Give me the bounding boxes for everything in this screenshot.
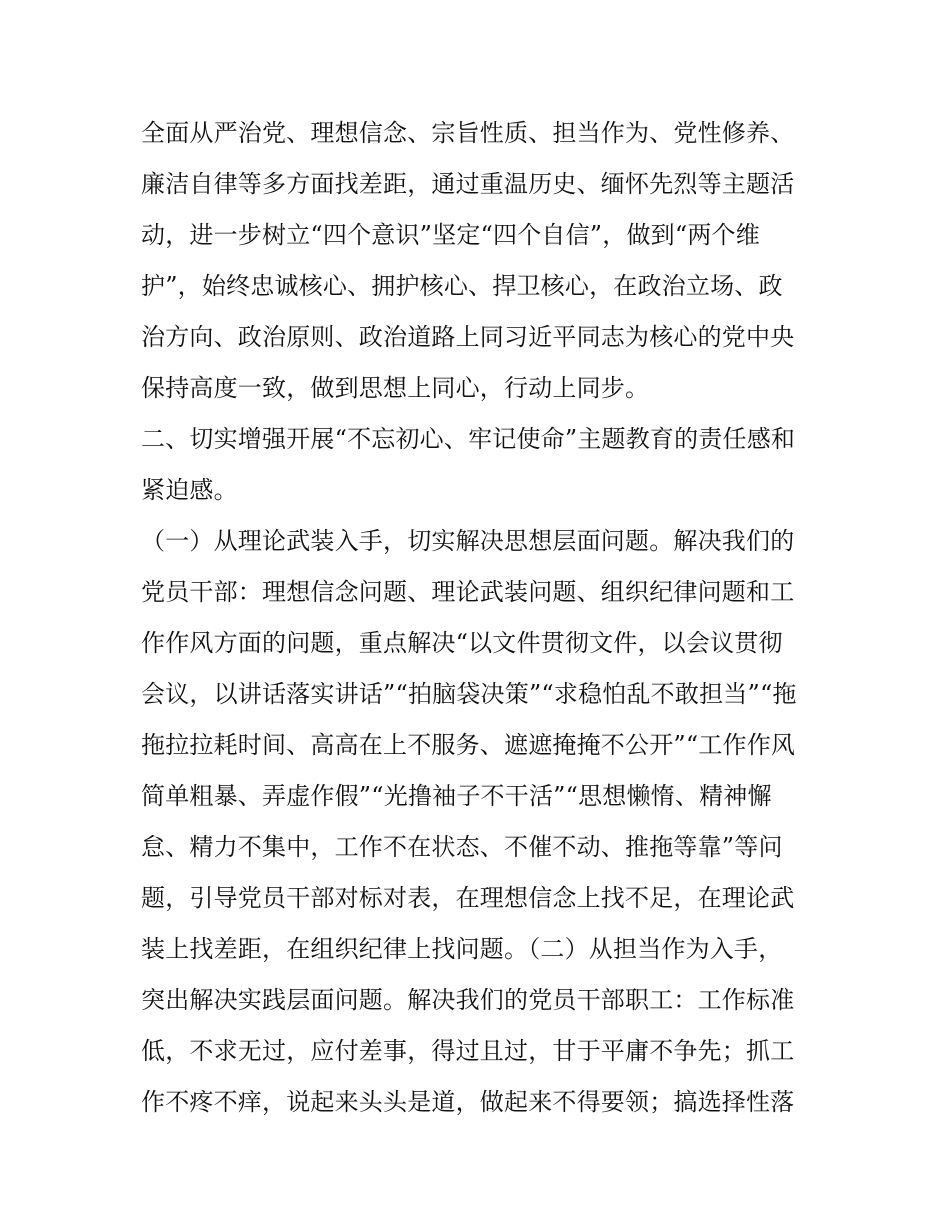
body-text	[141, 108, 821, 1128]
text-line: 拖拉拉耗时间、高高在上不服务、遮遮掩掩不公开”“工作作风	[141, 731, 796, 759]
text-line: 低，不求无过，应付差事，得过且过，甘于平庸不争先；抓工	[141, 1037, 795, 1065]
text-line: 突出解决实践层面问题。解决我们的党员干部职工：工作标准	[141, 986, 795, 1014]
text-line: 装上找差距，在组织纪律上找问题。（二）从担当作为入手，	[141, 935, 783, 963]
text-line: 怠、精力不集中，工作不在状态、不催不动、推拖等靠”等问	[141, 833, 783, 861]
text-line: 会议，以讲话落实讲话”“拍脑袋决策”“求稳怕乱不敢担当”“拖	[141, 680, 797, 708]
text-line: 动，进一步树立“四个意识”坚定“四个自信”，做到“两个维	[141, 221, 760, 249]
section-heading-line: 二、切实增强开展“不忘初心、牢记使命”主题教育的责任感和	[141, 425, 796, 453]
text-line: 治方向、政治原则、政治道路上同习近平同志为核心的党中央	[141, 323, 795, 351]
text-line: 题，引导党员干部对标对表，在理想信念上找不足，在理论武	[141, 884, 795, 912]
text-line: 保持高度一致，做到思想上同心，行动上同步。	[141, 374, 650, 402]
text-line: 简单粗暴、弄虚作假”“光撸袖子不干活”“思想懒惰、精神懈	[141, 782, 772, 810]
text-line: 作不疼不痒，说起来头头是道，做起来不得要领；搞选择性落	[141, 1088, 795, 1116]
text-line: 全面从严治党、理想信念、宗旨性质、担当作为、党性修养、	[141, 119, 795, 147]
text-line: 护”，始终忠诚核心、拥护核心、捍卫核心，在政治立场、政	[141, 272, 783, 300]
text-line: 党员干部：理想信念问题、理论武装问题、组织纪律问题和工	[141, 578, 795, 606]
section-heading-line: 紧迫感。	[141, 476, 238, 504]
text-line: （一）从理论武装入手，切实解决思想层面问题。解决我们的	[141, 527, 795, 555]
text-line: 作作风方面的问题，重点解决“以文件贯彻文件，以会议贯彻	[141, 629, 783, 657]
text-line: 廉洁自律等多方面找差距，通过重温历史、缅怀先烈等主题活	[141, 170, 795, 198]
